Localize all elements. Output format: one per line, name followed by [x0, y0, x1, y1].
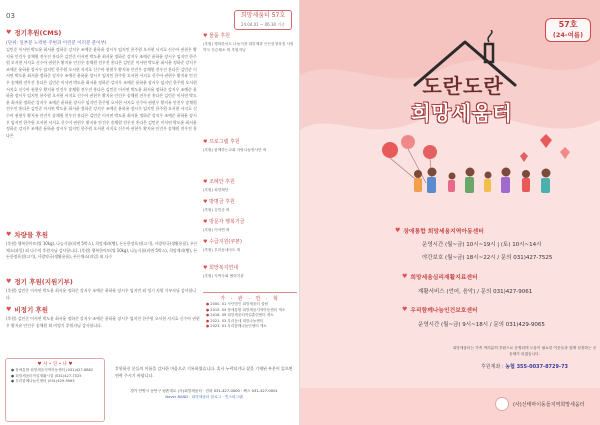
bullet-icon: ● — [206, 324, 211, 328]
cover-title-line2: 희망세움터 — [411, 101, 513, 125]
section-monthly-title — [6, 277, 73, 286]
bullet-icon: ● — [206, 318, 211, 323]
bullet-icon: ● — [206, 302, 211, 306]
section-nonregular-label: 비정기 후원 — [14, 306, 49, 314]
contact-row: ● 희망세움터직업재활시설 (031)427-7525 — [11, 373, 82, 378]
heart-icon: ♥ — [6, 29, 12, 36]
side-ordinance-title — [203, 178, 235, 185]
contact-row: ● 우리함께나눔인센터 (031)429-9065 — [11, 379, 75, 384]
side-coupon-label: 수급지원(쿠폰) — [209, 239, 242, 245]
family-balloons-illustration — [360, 128, 590, 198]
heart-icon: ♥ — [6, 306, 12, 313]
monthly-donor-list: (후원) 김민준 이서연 박도윤 최서윤 정하준 강지우 조예준 윤하윤 장시우 임지민 외 정기 지원 기부자님 감사합니다. — [6, 288, 196, 300]
thanks-note: 후원하신 분들의 이름을 감사한 마음으로 기록하였습니다. 혹시 누락되거나 잘못 기재된 부분이 있으면 연락 주시기 바랍니다. — [115, 366, 293, 378]
side-column — [203, 32, 297, 287]
side-program-text: (후원) 함께하는교회 사랑나눔봉사단 외 — [203, 148, 267, 152]
heart-icon: ♥ — [203, 179, 210, 185]
side-coupon-title — [203, 238, 242, 245]
section-monthly-label: 정기 후원(지원기부) — [14, 278, 73, 286]
cover-title-line1: 도란도란 — [422, 74, 504, 98]
issue-box — [234, 10, 292, 30]
side-fund-text: (후원) 이서연 외 — [203, 228, 230, 232]
issue-box-line1: 희망세움터 57호 — [240, 12, 286, 19]
heart-icon: ♥ — [203, 139, 210, 145]
contact-box-title: ♥ 사 • 연 • 나 ♥ — [37, 362, 73, 367]
bullet-icon: ● — [206, 307, 211, 312]
heart-icon: ♥ — [6, 278, 12, 285]
history-box — [203, 292, 297, 364]
section-regular-subtitle: (단위: 일부분 노력한 주변과 이런분 이러분 분이부) — [6, 41, 107, 46]
history-row-text: 2018. 09 희망세움터직업훈련센터 개소 — [210, 313, 274, 317]
org-logo — [495, 397, 509, 411]
left-footer-sns[interactable]: Naver BAND · 희망세움터 블로그 · 인스타그램 — [165, 395, 243, 399]
history-row-text: 2000. 01 사단법인 희망세움터 설립 — [210, 302, 268, 306]
center-3-hours: 운영시간 (월~금) 9시~18시 / 문의 031)429-9065 — [418, 322, 545, 328]
side-program-title — [203, 138, 240, 145]
org-name: (사)신태마이동들지역희망세움터 — [513, 402, 585, 408]
issue-number: 57호 — [558, 20, 578, 29]
section-nonregular-title — [6, 305, 48, 314]
heart-icon: ♥ — [6, 231, 12, 238]
heart-icon: ♥ — [203, 219, 210, 225]
side-visit-text: (후원) 김민준 외 — [203, 208, 230, 212]
center-2-label: 희망세움심리재활지료센터 — [410, 275, 478, 281]
side-goods-text: (후원) 행복한마트 나눔식품 희망제과 든든한정육점 사랑약국 푸른채소 외 후원자님 — [203, 42, 294, 52]
issue-box-line2: 24.04.01 ~ 06.30 기준 — [240, 22, 286, 27]
left-footer — [110, 388, 298, 400]
side-coupon-text: (후원) 우리동네마트 외 — [203, 248, 241, 252]
side-visit-title — [203, 198, 235, 205]
history-title: 가 · 관 · 연 · 혁 — [220, 296, 280, 302]
history-row-text: 2023. 01 우리함께나눔인센터 개소 — [210, 324, 267, 328]
side-fund-title — [203, 218, 244, 225]
side-goods-title — [203, 32, 230, 39]
donation-account — [452, 363, 597, 370]
section-regular-title — [6, 28, 61, 37]
side-alliance-title — [203, 264, 238, 271]
section-goods-label: 차량물 후원 — [14, 231, 49, 239]
contact-row-text: 희망세움터직업재활시설 (031)427-7525 — [15, 373, 82, 378]
side-goods-label: 물품 후원 — [209, 33, 230, 39]
side-visit-label: 방명금 후원 — [209, 199, 235, 205]
contact-row-text: 우리함께나눔인센터 (031)429-9065 — [15, 379, 75, 384]
heart-icon: ♥ — [395, 227, 401, 234]
center-3-name — [402, 305, 478, 314]
issue-season: (24-여름) — [552, 31, 584, 39]
history-row-text: 2021. 03 우리동네 희망나눔센터 — [210, 318, 264, 323]
side-fund-label: 방문자 행복기금 — [209, 219, 245, 225]
cover-note: 희망세움터는 가족 여러분의 후원으로 운영되며 도움이 필요한 이웃들과 함께 성장하는 공동체가 되겠습니다. — [452, 346, 597, 356]
contact-box — [5, 358, 105, 422]
section-goods-title — [6, 230, 48, 239]
regular-donor-list: 김민준 이서연 박도윤 최서윤 정하준 강지우 조예준 윤하윤 장시우 임지민 한주원 오서현 서지호 신수아 권현우 황지유 안건우 송채원 전우진 홍다은 김민준 이서연 박도윤 최서윤 정하준 강지우 조예준 윤하윤 장시우 임지민 한주원 오서현 서지호 신수아 권현우 황지유 안건우 송채원 전우진 홍다은 김민준 이서연 박도윤 최서윤 정하준 강지우 조예준 윤하윤 장시우 임지민 한주원 오서현 서지호 신수아 권현우 황지유 안건우 송채원 전우진 홍다은 김민준 이서연 박도윤 최서윤 정하준 강지우 조예준 윤하윤 장시우 임지민 한주원 오서현 서지호 신수아 권현우 황지유 안건우 송채원 전우진 홍다은 김민준 이서연 박도윤 최서윤 정하준 강지우 조예준 윤하윤 장시우 임지민 한주원 오서현 서지호 신수아 권현우 황지유 안건우 송채원 전우진 홍다은 김민준 이서연 박도윤 최서윤 정하준 강지우 조예준 윤하윤 장시우 임지민 한주원 오서현 서지호 신수아 권현우 황지유 안건우 송채원 전우진 홍다은 김민준 이서연 박도윤 최서윤 정하준 강지우 조예준 윤하윤 장시우 임지민 한주원 오서현 서지호 신수아 권현우 황지유 안건우 송채원 전우진 홍다은 김민준 이서연 박도윤 최서윤 정하준 강지우 조예준 윤하윤 장시우 임지민 한주원 오서현 서지호 신수아 권현우 황지유 안건우 송채원 전우진 홍다은 김민준 이서연 박도윤 최서윤 정하준 강지우 조예준 윤하윤 장시우 임지민 한주원 오서현 서지호 신수아 권현우 황지유 안건우 송채원 전우진 홍다은 김민준 이서연 박도윤 최서윤 정하준 강지우 조예준 윤하윤 장시우 임지민 한주원 오서현 서지호 신수아 권현우 황지유 안건우 송채원 전우진 홍다은 — [6, 47, 197, 138]
cover-page — [300, 0, 600, 425]
center-1-name — [395, 226, 484, 235]
heart-icon: ♥ — [203, 239, 210, 245]
donation-account-label: 후원계좌 : — [480, 364, 504, 370]
donation-account-number: 농협 355-0037-8729-73 — [505, 364, 569, 370]
issue-badge — [545, 18, 591, 42]
nonregular-donor-list: (후원) 김민준 이서연 박도윤 최서윤 정하준 강지우 조예준 윤하윤 장시우 임지민 한주원 오서현 서지호 신수아 권현우 황지유 안건우 송채원 외 비정기 후원자님 감사합니다. — [6, 316, 200, 328]
contact-row-text: 장애통합 희망세움지역아동센터 (031)427-6882 — [15, 368, 94, 372]
goods-donor-list: (후원) 행복한마트(쌀 10kg), 나눔식품(라면 5박스), 희망제과(빵), 든든한정육점(고기), 사랑약국(생활용품), 푸른채소(과일) 외 다수의 후원자님 감사합니다. (후원) 행복한마트(쌀 10kg), 나눔식품(라면 5박스), 희망제과(빵), 든든한정육점(고기), 사랑약국(생활용품), 푸른채소(과일) 외 다수 — [6, 241, 198, 260]
left-footer-address: 경기 안양시 동안구 평촌대로 (사)희망세움터 · 전화 031-427-0000 · 팩스 031-427-0001 — [130, 389, 278, 393]
center-1-hours: 운영시간 (월~금) 10시~19시 | (토) 10시~14시 — [422, 242, 542, 248]
side-ordinance-text: (후원) 희망재단 — [203, 188, 229, 192]
page-number: 03 — [6, 12, 15, 20]
heart-icon: ♥ — [402, 273, 408, 280]
section-regular-label: 정기후원(CMS) — [14, 29, 62, 37]
history-row — [203, 324, 297, 330]
side-ordinance-label: 조례안 후원 — [209, 179, 235, 185]
heart-icon: ♥ — [203, 33, 210, 39]
heart-icon: ♥ — [203, 199, 210, 205]
heart-icon: ♥ — [203, 265, 210, 271]
center-3-label: 우리함께나눔인건보호센터 — [410, 308, 478, 314]
bullet-icon: ● — [206, 313, 211, 317]
center-2-hours: 재활서비스 (언어, 음악) / 문의 031)427-9061 — [418, 289, 533, 295]
center-1-night: 야간보호 (월~금) 18시~22시 / 문의 031)427-7525 — [422, 255, 553, 261]
history-row-text: 2015. 04 장애통합 희망세움지역아동센터 개소 — [210, 307, 286, 312]
contact-row: ● 장애통합 희망세움지역아동센터 (031)427-6882 — [11, 368, 94, 372]
heart-icon: ♥ — [402, 306, 408, 313]
center-2-name — [402, 272, 478, 281]
center-1-label: 장애통합 희망세움지역아동센터 — [403, 229, 484, 235]
side-alliance-label: 희망복지연대 — [209, 265, 239, 271]
side-program-label: 프로그램 후원 — [209, 139, 240, 145]
side-alliance-text: (후원) 지역사회 협력기관 — [203, 274, 244, 278]
